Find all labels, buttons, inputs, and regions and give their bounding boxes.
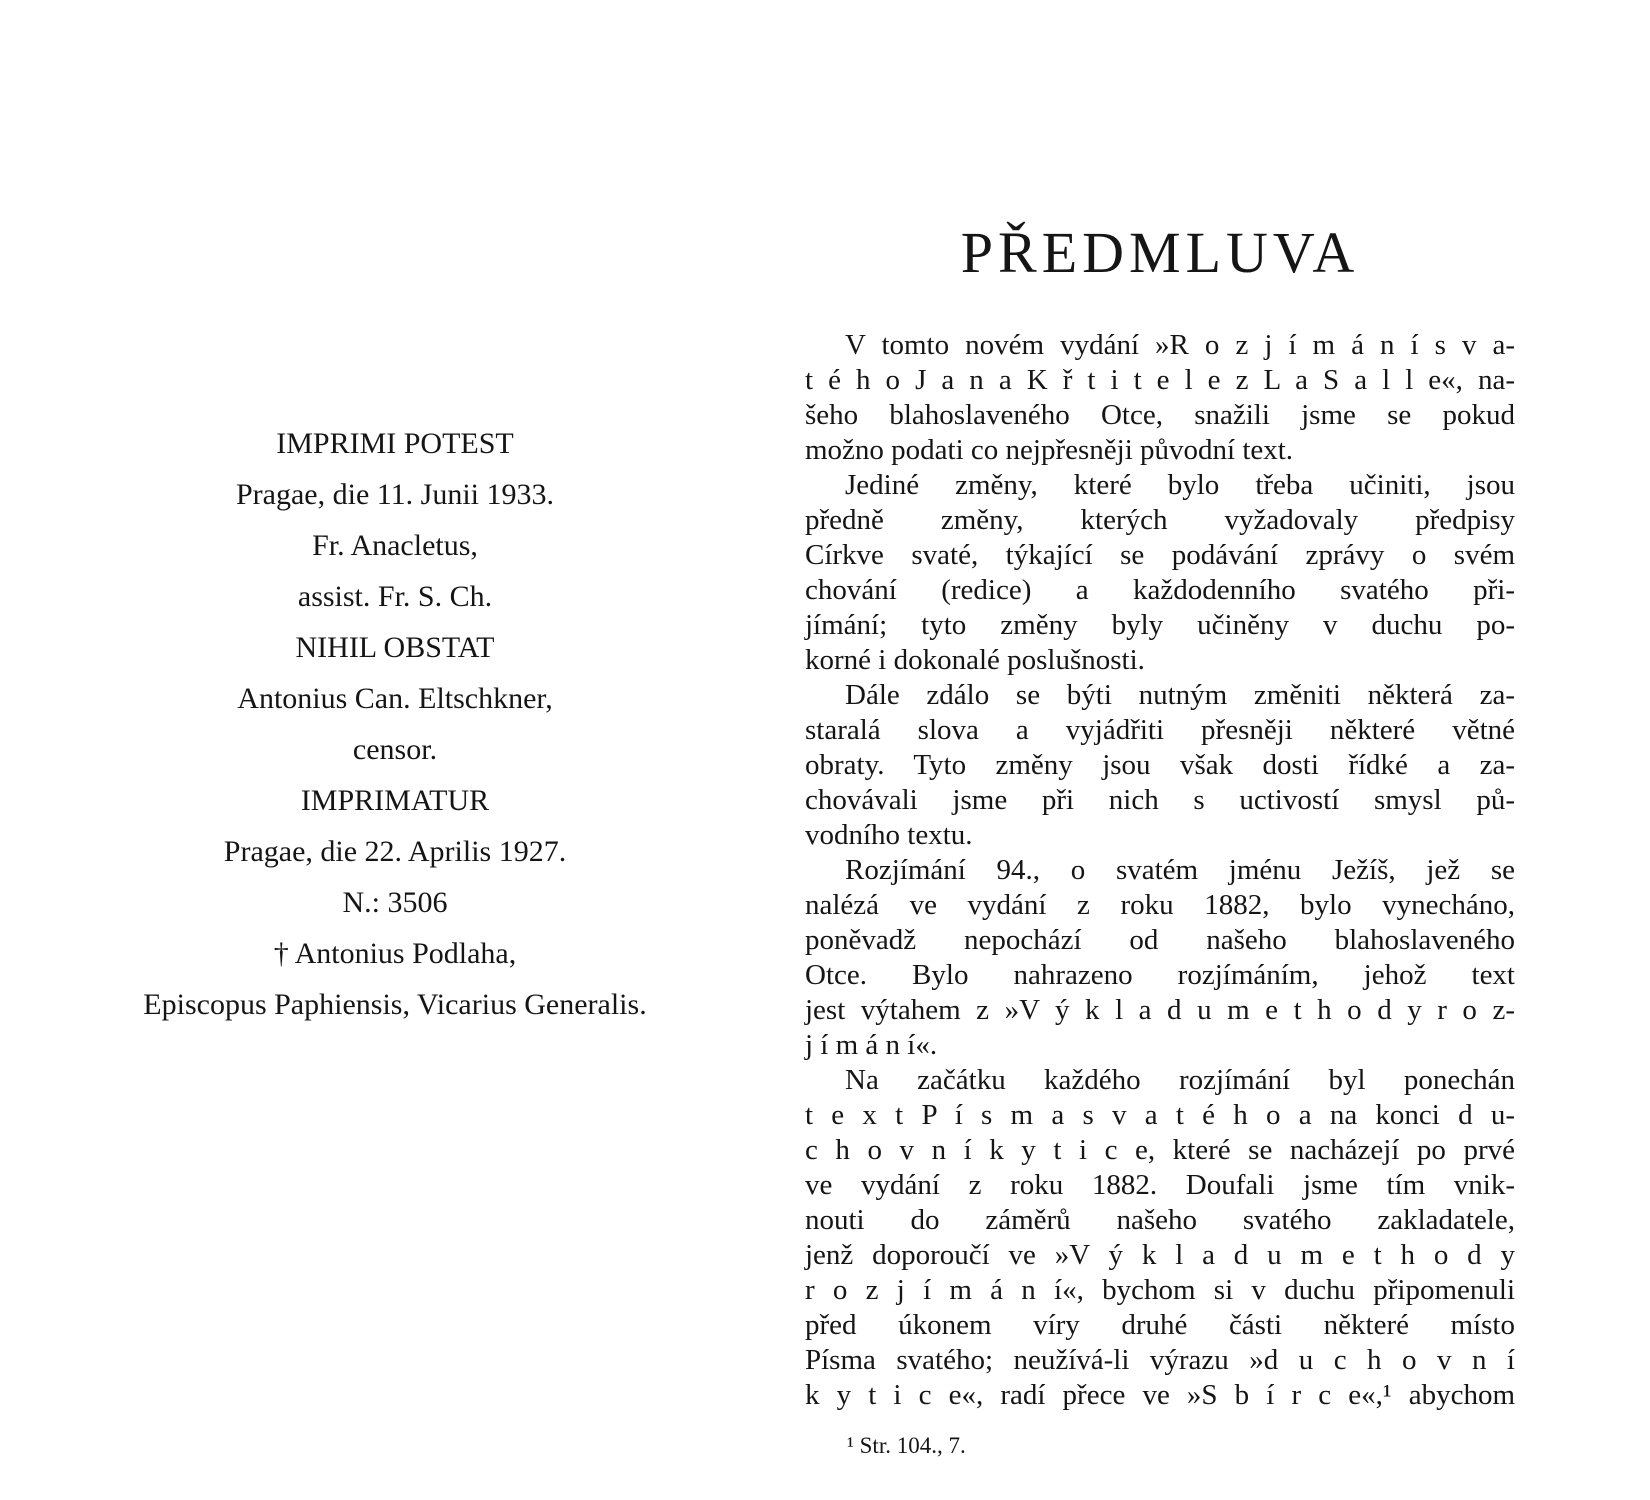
imprint-line: Pragae, die 11. Junii 1933. <box>235 478 554 511</box>
text-line: V tomto novém vydání »R o z j í m á n í s v a- <box>845 329 1515 361</box>
text-line: možno podati co nejpřesněji původní text. <box>805 434 1294 466</box>
text-line: c h o v n í k y t i c e, které se nacházejí po prvé <box>805 1134 1515 1166</box>
text-line: nouti do záměrů našeho svatého zakladatele, <box>805 1204 1515 1236</box>
imprint-line: † Antonius Podlaha, <box>273 937 517 970</box>
imprint-line: Fr. Anacletus, <box>312 529 478 562</box>
text-line: Dále zdálo se býti nutným změniti některá za- <box>845 679 1515 711</box>
preface-body <box>805 328 1515 1413</box>
text-line: jímání; tyto změny byly učiněny v duchu po- <box>805 609 1515 641</box>
imprint-line: assist. Fr. S. Ch. <box>297 580 493 613</box>
text-line: Církve svaté, týkající se podávání zprávy o svém <box>805 539 1515 571</box>
text-line: chování (redice) a každodenního svatého při- <box>805 574 1515 606</box>
text-line: jenž doporoučí ve »V ý k l a d u m e t h o d y <box>805 1239 1515 1271</box>
imprint-line: N.: 3506 <box>342 886 448 919</box>
text-line: j í m á n í«. <box>805 1029 938 1061</box>
imprint-line: NIHIL OBSTAT <box>295 631 495 664</box>
preface-title: PŘEDMLUVA <box>960 220 1360 285</box>
imprint-line: IMPRIMATUR <box>300 784 490 817</box>
text-line: poněvadž nepochází od našeho blahoslaveného <box>805 924 1515 956</box>
imprint-line: IMPRIMI POTEST <box>276 427 514 460</box>
text-line: nalézá ve vydání z roku 1882, bylo vynecháno, <box>805 889 1515 921</box>
text-line: šeho blahoslaveného Otce, snažili jsme se pokud <box>805 399 1515 431</box>
left-page-imprint <box>50 418 740 1030</box>
text-line: před úkonem víry druhé části některé místo <box>805 1309 1515 1341</box>
text-line: t e x t P í s m a s v a t é h o a na konci d u- <box>805 1099 1515 1131</box>
text-line: Písma svatého; neužívá-li výrazu »d u c h o v n í <box>805 1344 1515 1376</box>
text-line: Otce. Bylo nahrazeno rozjímáním, jehož text <box>805 959 1515 991</box>
text-line: Jediné změny, které bylo třeba učiniti, jsou <box>845 469 1515 501</box>
text-line: jest výtahem z »V ý k l a d u m e t h o d y r o z- <box>805 994 1515 1026</box>
text-line: chovávali jsme při nich s uctivostí smysl pů- <box>805 784 1515 816</box>
text-line: t é h o J a n a K ř t i t e l e z L a S a l l e«, na- <box>805 364 1515 396</box>
text-line: ve vydání z roku 1882. Doufali jsme tím vnik- <box>805 1169 1515 1201</box>
text-line: korné i dokonalé poslušnosti. <box>805 644 1145 676</box>
imprint-line: censor. <box>352 733 438 766</box>
text-line: obraty. Tyto změny jsou však dosti řídké a za- <box>805 749 1515 781</box>
text-line: předně změny, kterých vyžadovaly předpisy <box>805 504 1515 536</box>
footnote: ¹ Str. 104., 7. <box>847 1433 966 1458</box>
text-line: staralá slova a vyjádřiti přesněji některé větné <box>805 714 1515 746</box>
imprint-line: Episcopus Paphiensis, Vicarius Generalis. <box>143 988 647 1021</box>
text-line: vodního textu. <box>805 819 973 851</box>
text-line: r o z j í m á n í«, bychom si v duchu připomenuli <box>805 1274 1515 1306</box>
text-line: Rozjímání 94., o svatém jménu Ježíš, jež se <box>845 854 1515 886</box>
imprint-line: Antonius Can. Eltschkner, <box>237 682 553 715</box>
text-line: Na začátku každého rozjímání byl ponechán <box>845 1064 1515 1096</box>
imprint-line: Pragae, die 22. Aprilis 1927. <box>223 835 567 868</box>
text-line: k y t i c e«, radí přece ve »S b í r c e«,¹ abychom <box>805 1379 1515 1411</box>
